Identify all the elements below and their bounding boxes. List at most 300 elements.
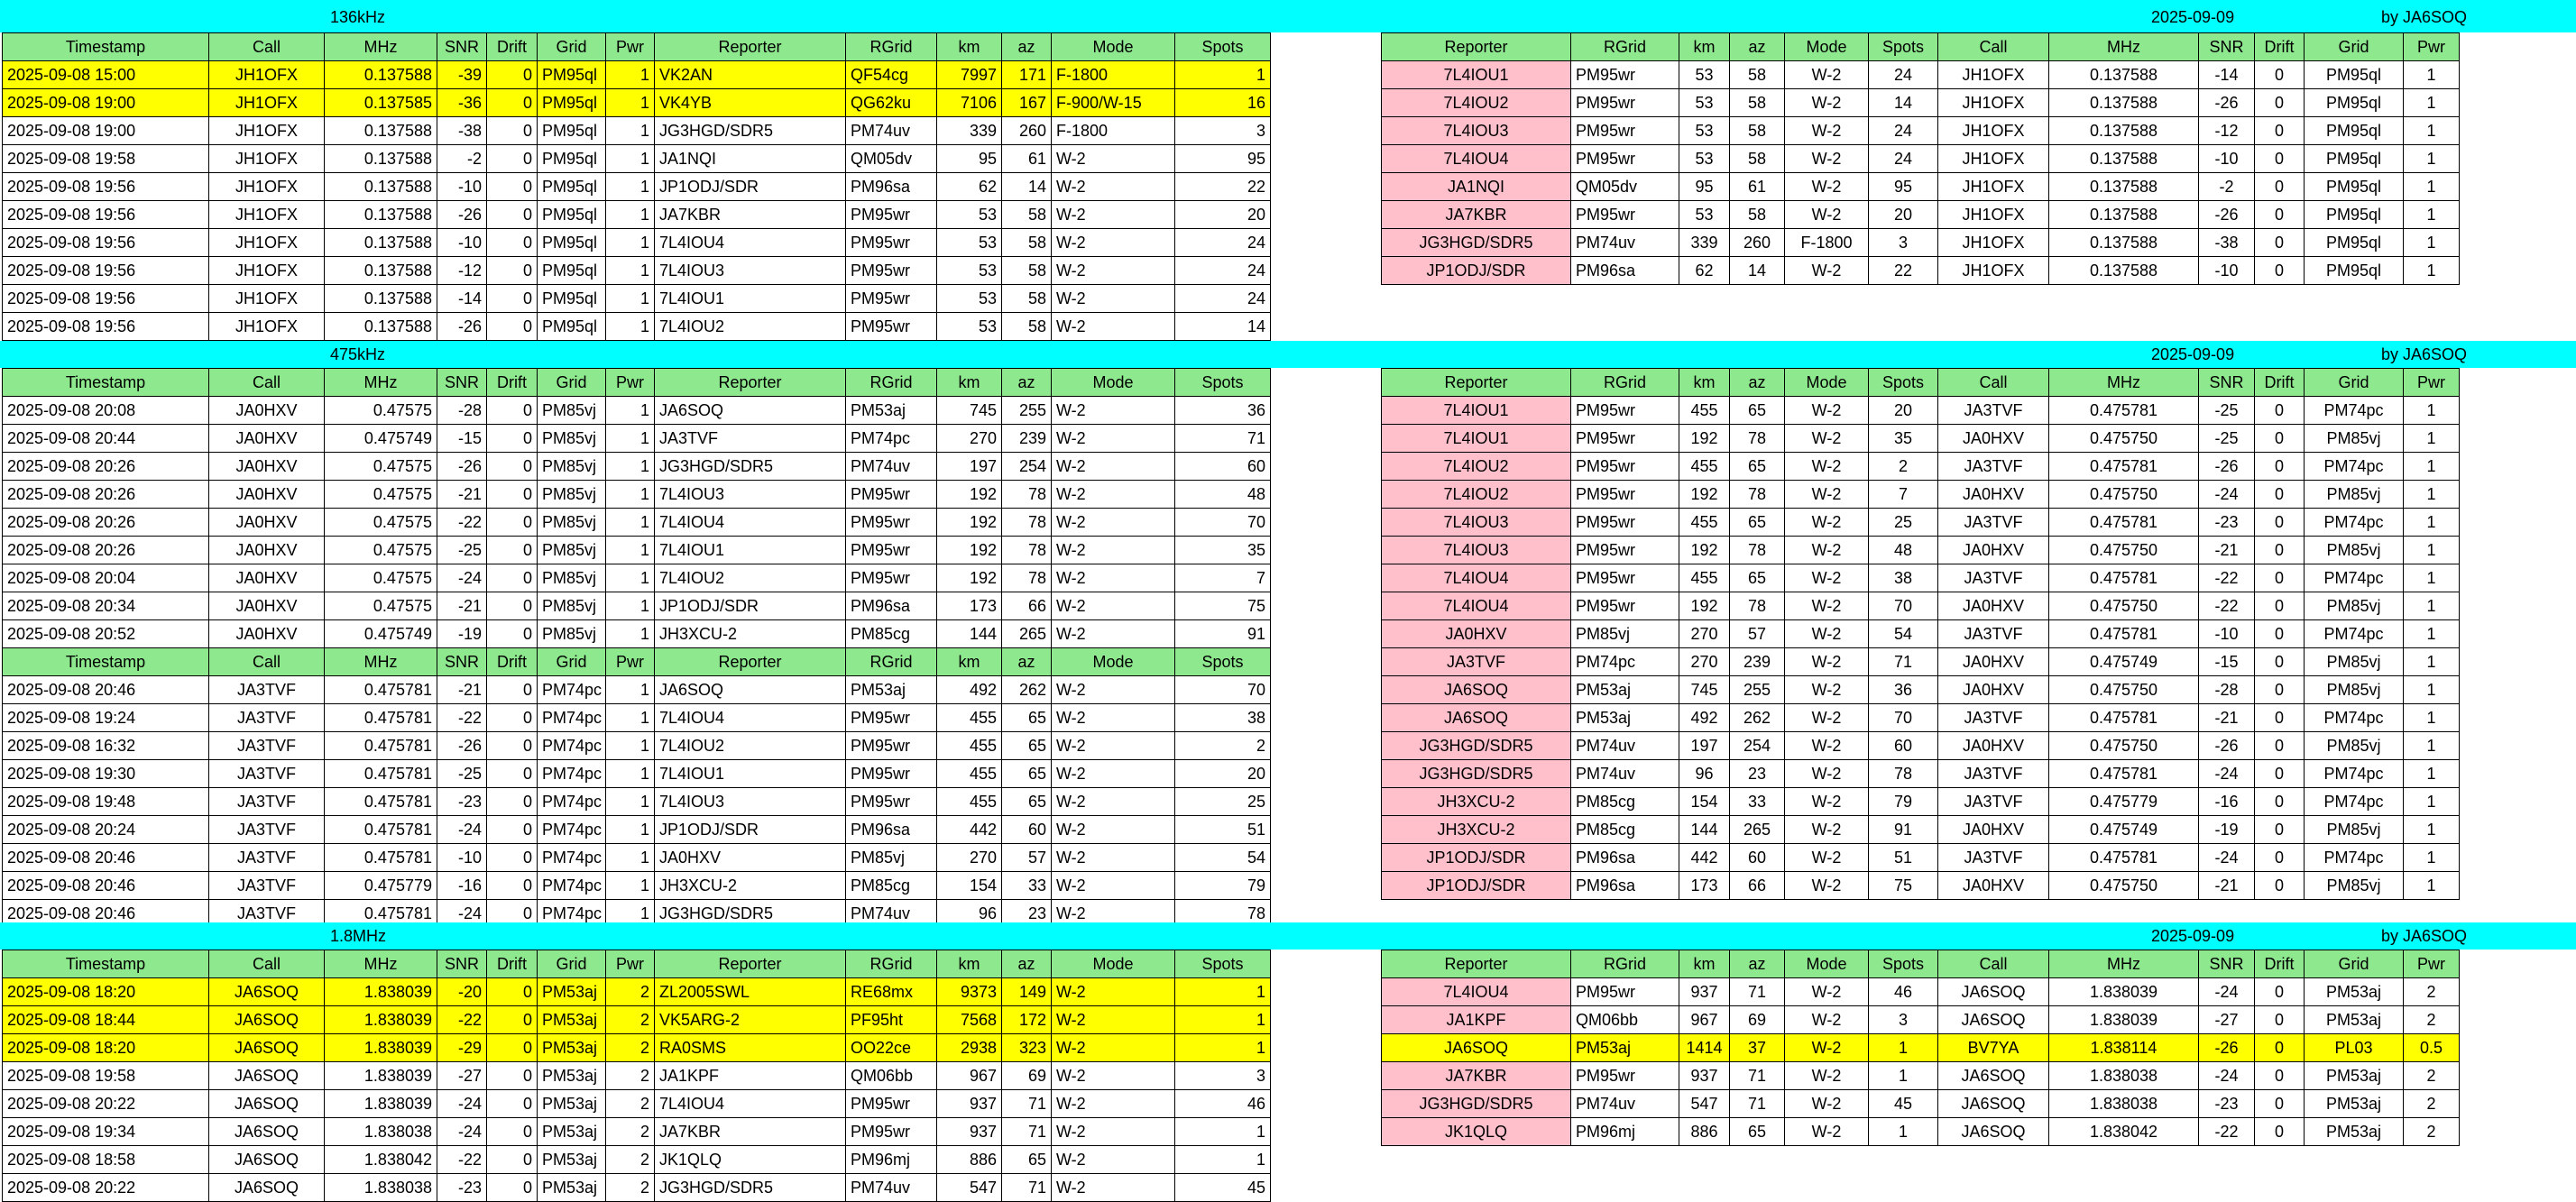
cell-spots: 60	[1869, 732, 1938, 760]
table-row	[3, 760, 1271, 788]
cell-drift: 0	[487, 844, 538, 872]
cell-mode: W-2	[1052, 173, 1175, 201]
cell-grid: PM53aj	[2305, 978, 2404, 1006]
cell-rgrid: QM05dv	[846, 145, 937, 173]
cell-snr: -2	[437, 145, 487, 173]
cell-spots: 51	[1869, 844, 1938, 872]
cell-timestamp: 2025-09-08 19:56	[3, 285, 209, 313]
cell-km: 192	[1679, 481, 1730, 509]
cell-pwr: 1	[606, 229, 655, 257]
cell-rgrid: PM85cg	[846, 872, 937, 900]
table-row	[3, 620, 1271, 648]
cell-call: JA3TVF	[209, 704, 325, 732]
table-row	[3, 257, 1271, 285]
cell-mhz: 0.137588	[325, 61, 437, 89]
cell-call: JA6SOQ	[209, 1090, 325, 1118]
cell-drift: 0	[2255, 397, 2305, 425]
cell-az: 323	[1002, 1034, 1052, 1062]
cell-call: JA3TVF	[1938, 844, 2049, 872]
cell-snr: -19	[437, 620, 487, 648]
cell-pwr: 1	[2404, 397, 2460, 425]
cell-spots: 48	[1869, 537, 1938, 564]
cell-az: 78	[1002, 537, 1052, 564]
cell-timestamp: 2025-09-08 19:56	[3, 173, 209, 201]
cell-reporter: JH3XCU-2	[1382, 816, 1571, 844]
cell-km: 192	[1679, 425, 1730, 453]
cell-km: 937	[937, 1090, 1002, 1118]
cell-timestamp: 2025-09-08 20:46	[3, 676, 209, 704]
cell-call: JH1OFX	[209, 313, 325, 341]
cell-az: 254	[1002, 453, 1052, 481]
cell-call: JA0HXV	[1938, 425, 2049, 453]
col-header-spots: Spots	[1869, 369, 1938, 397]
cell-spots: 95	[1175, 145, 1271, 173]
cell-spots: 3	[1175, 1062, 1271, 1090]
cell-mode: W-2	[1052, 816, 1175, 844]
cell-az: 60	[1730, 844, 1785, 872]
cell-pwr: 2	[2404, 1062, 2460, 1090]
cell-mhz: 0.475749	[325, 425, 437, 453]
header-row	[1382, 33, 2460, 61]
cell-grid: PM95ql	[538, 89, 606, 117]
cell-call: JH1OFX	[209, 173, 325, 201]
cell-pwr: 0.5	[2404, 1034, 2460, 1062]
cell-km: 192	[937, 537, 1002, 564]
cell-grid: PM95ql	[2305, 117, 2404, 145]
cell-az: 262	[1730, 704, 1785, 732]
cell-drift: 0	[487, 229, 538, 257]
cell-drift: 0	[487, 1062, 538, 1090]
cell-snr: -21	[2199, 704, 2255, 732]
cell-mhz: 0.475779	[325, 872, 437, 900]
cell-drift: 0	[487, 1090, 538, 1118]
cell-reporter: 7L4IOU1	[1382, 61, 1571, 89]
cell-timestamp: 2025-09-08 16:32	[3, 732, 209, 760]
cell-spots: 48	[1175, 481, 1271, 509]
cell-reporter: JG3HGD/SDR5	[655, 117, 846, 145]
cell-grid: PM53aj	[538, 1090, 606, 1118]
cell-km: 144	[937, 620, 1002, 648]
cell-snr: -15	[437, 425, 487, 453]
cell-call: JA3TVF	[1938, 453, 2049, 481]
cell-rgrid: PM96sa	[846, 592, 937, 620]
cell-pwr: 1	[2404, 872, 2460, 900]
cell-pwr: 1	[606, 564, 655, 592]
cell-timestamp: 2025-09-08 19:00	[3, 89, 209, 117]
cell-mode: W-2	[1785, 537, 1869, 564]
cell-km: 270	[937, 844, 1002, 872]
cell-rgrid: QM06bb	[1571, 1006, 1679, 1034]
cell-snr: -15	[2199, 648, 2255, 676]
cell-call: JA6SOQ	[209, 1174, 325, 1202]
col-header-grid: Grid	[538, 369, 606, 397]
cell-az: 58	[1002, 257, 1052, 285]
cell-az: 260	[1730, 229, 1785, 257]
cell-grid: PM74pc	[538, 872, 606, 900]
header-row	[3, 369, 1271, 397]
cell-spots: 75	[1869, 872, 1938, 900]
cell-grid: PM85vj	[538, 481, 606, 509]
cell-grid: PM85vj	[538, 592, 606, 620]
cell-snr: -24	[2199, 1062, 2255, 1090]
col-header-pwr: Pwr	[606, 648, 655, 676]
cell-pwr: 1	[606, 145, 655, 173]
col-header-rgrid: RGrid	[846, 369, 937, 397]
cell-az: 255	[1002, 397, 1052, 425]
cell-snr: -26	[437, 732, 487, 760]
table-row	[1382, 397, 2460, 425]
cell-mhz: 0.47575	[325, 592, 437, 620]
col-header-km: km	[1679, 33, 1730, 61]
cell-mode: W-2	[1785, 1118, 1869, 1146]
cell-az: 65	[1002, 1146, 1052, 1174]
cell-mode: W-2	[1052, 481, 1175, 509]
author-label: by JA6SOQ	[2381, 927, 2468, 945]
cell-mhz: 0.475750	[2049, 481, 2199, 509]
cell-drift: 0	[2255, 872, 2305, 900]
cell-mode: W-2	[1052, 1118, 1175, 1146]
cell-mhz: 1.838039	[325, 1034, 437, 1062]
cell-drift: 0	[487, 537, 538, 564]
cell-km: 53	[1679, 117, 1730, 145]
cell-mode: W-2	[1052, 453, 1175, 481]
cell-grid: PM95ql	[538, 173, 606, 201]
cell-pwr: 2	[2404, 1118, 2460, 1146]
cell-reporter: 7L4IOU1	[1382, 397, 1571, 425]
cell-pwr: 1	[2404, 732, 2460, 760]
cell-mhz: 0.475749	[2049, 648, 2199, 676]
col-header-spots: Spots	[1175, 33, 1271, 61]
col-header-mhz: MHz	[2049, 950, 2199, 978]
cell-call: JA3TVF	[1938, 509, 2049, 537]
cell-km: 455	[1679, 509, 1730, 537]
cell-mhz: 0.137588	[325, 117, 437, 145]
cell-rgrid: PM85cg	[1571, 816, 1679, 844]
cell-grid: PM53aj	[2305, 1118, 2404, 1146]
cell-call: JA3TVF	[209, 676, 325, 704]
cell-grid: PL03	[2305, 1034, 2404, 1062]
cell-drift: 0	[487, 1034, 538, 1062]
cell-snr: -28	[437, 397, 487, 425]
cell-rgrid: PM95wr	[1571, 425, 1679, 453]
cell-mhz: 0.475749	[2049, 816, 2199, 844]
table-row	[3, 592, 1271, 620]
cell-km: 192	[1679, 537, 1730, 564]
cell-az: 61	[1730, 173, 1785, 201]
cell-call: JA0HXV	[1938, 676, 2049, 704]
table-row	[3, 285, 1271, 313]
cell-rgrid: PM95wr	[1571, 201, 1679, 229]
cell-rgrid: PM96mj	[846, 1146, 937, 1174]
cell-reporter: JP1ODJ/SDR	[1382, 872, 1571, 900]
cell-pwr: 1	[2404, 453, 2460, 481]
cell-rgrid: PM96sa	[846, 816, 937, 844]
cell-rgrid: PM96mj	[1571, 1118, 1679, 1146]
cell-drift: 0	[487, 117, 538, 145]
cell-pwr: 1	[606, 900, 655, 928]
cell-km: 455	[937, 788, 1002, 816]
cell-reporter: 7L4IOU2	[655, 313, 846, 341]
cell-grid: PM95ql	[2305, 145, 2404, 173]
cell-reporter: JP1ODJ/SDR	[655, 173, 846, 201]
cell-km: 53	[937, 257, 1002, 285]
cell-spots: 1	[1175, 1146, 1271, 1174]
cell-reporter: JP1ODJ/SDR	[1382, 844, 1571, 872]
cell-km: 492	[1679, 704, 1730, 732]
cell-snr: -21	[2199, 537, 2255, 564]
cell-reporter: JA7KBR	[655, 201, 846, 229]
table-row	[3, 313, 1271, 341]
cell-call: JA0HXV	[209, 425, 325, 453]
cell-km: 937	[1679, 1062, 1730, 1090]
cell-mhz: 0.137588	[2049, 201, 2199, 229]
cell-rgrid: PM95wr	[846, 481, 937, 509]
cell-km: 53	[1679, 145, 1730, 173]
cell-mode: W-2	[1785, 732, 1869, 760]
cell-spots: 91	[1175, 620, 1271, 648]
cell-drift: 0	[2255, 1090, 2305, 1118]
table-row	[3, 1006, 1271, 1034]
col-header-rgrid: RGrid	[846, 648, 937, 676]
cell-snr: -20	[437, 978, 487, 1006]
col-header-rgrid: RGrid	[1571, 33, 1679, 61]
cell-rgrid: PM96sa	[1571, 844, 1679, 872]
col-header-pwr: Pwr	[2404, 33, 2460, 61]
cell-rgrid: PM95wr	[846, 1118, 937, 1146]
col-header-az: az	[1002, 369, 1052, 397]
col-header-call: Call	[1938, 33, 2049, 61]
cell-drift: 0	[2255, 89, 2305, 117]
cell-drift: 0	[2255, 704, 2305, 732]
table-row	[3, 145, 1271, 173]
cell-call: JA3TVF	[209, 760, 325, 788]
cell-spots: 24	[1869, 61, 1938, 89]
cell-reporter: 7L4IOU4	[1382, 978, 1571, 1006]
cell-mode: W-2	[1785, 397, 1869, 425]
cell-pwr: 2	[606, 978, 655, 1006]
cell-mhz: 0.475750	[2049, 872, 2199, 900]
cell-rgrid: PM53aj	[846, 676, 937, 704]
cell-reporter: JG3HGD/SDR5	[1382, 732, 1571, 760]
cell-timestamp: 2025-09-08 20:34	[3, 592, 209, 620]
cell-mhz: 0.475781	[325, 704, 437, 732]
cell-az: 71	[1730, 1090, 1785, 1118]
cell-timestamp: 2025-09-08 19:56	[3, 257, 209, 285]
cell-spots: 46	[1175, 1090, 1271, 1118]
cell-spots: 1	[1175, 1034, 1271, 1062]
cell-call: JH1OFX	[1938, 89, 2049, 117]
band-label: 136kHz	[330, 8, 386, 26]
cell-grid: PM53aj	[538, 1146, 606, 1174]
col-header-reporter: Reporter	[655, 648, 846, 676]
cell-rgrid: PM74uv	[1571, 229, 1679, 257]
cell-pwr: 2	[2404, 1090, 2460, 1118]
cell-timestamp: 2025-09-08 18:58	[3, 1146, 209, 1174]
left-table-1	[2, 368, 1271, 928]
cell-reporter: JG3HGD/SDR5	[1382, 760, 1571, 788]
cell-az: 58	[1730, 201, 1785, 229]
cell-rgrid: PM95wr	[846, 537, 937, 564]
cell-mode: W-2	[1052, 537, 1175, 564]
cell-rgrid: RE68mx	[846, 978, 937, 1006]
cell-spots: 16	[1175, 89, 1271, 117]
col-header-mode: Mode	[1052, 950, 1175, 978]
cell-az: 33	[1002, 872, 1052, 900]
table-row	[3, 816, 1271, 844]
cell-snr: -28	[2199, 676, 2255, 704]
cell-rgrid: PM95wr	[1571, 592, 1679, 620]
table-row	[1382, 648, 2460, 676]
cell-km: 173	[937, 592, 1002, 620]
cell-mhz: 1.838038	[325, 1174, 437, 1202]
cell-reporter: 7L4IOU3	[1382, 509, 1571, 537]
cell-reporter: ZL2005SWL	[655, 978, 846, 1006]
cell-km: 62	[937, 173, 1002, 201]
cell-snr: -24	[437, 1090, 487, 1118]
cell-drift: 0	[487, 788, 538, 816]
cell-reporter: JG3HGD/SDR5	[1382, 229, 1571, 257]
cell-mode: W-2	[1785, 117, 1869, 145]
cell-timestamp: 2025-09-08 20:26	[3, 453, 209, 481]
col-header-grid: Grid	[2305, 369, 2404, 397]
header-row	[3, 648, 1271, 676]
cell-mode: W-2	[1052, 201, 1175, 229]
cell-snr: -21	[2199, 872, 2255, 900]
cell-mode: W-2	[1785, 1006, 1869, 1034]
cell-spots: 14	[1869, 89, 1938, 117]
cell-drift: 0	[2255, 620, 2305, 648]
cell-drift: 0	[2255, 978, 2305, 1006]
cell-km: 455	[1679, 453, 1730, 481]
cell-call: JA6SOQ	[1938, 978, 2049, 1006]
cell-rgrid: PM95wr	[1571, 537, 1679, 564]
cell-reporter: JA0HXV	[1382, 620, 1571, 648]
cell-pwr: 1	[2404, 537, 2460, 564]
cell-snr: -24	[2199, 844, 2255, 872]
col-header-spots: Spots	[1175, 369, 1271, 397]
cell-km: 173	[1679, 872, 1730, 900]
cell-snr: -24	[437, 564, 487, 592]
cell-drift: 0	[487, 201, 538, 229]
cell-spots: 35	[1175, 537, 1271, 564]
cell-rgrid: PM95wr	[846, 760, 937, 788]
cell-mhz: 0.475750	[2049, 425, 2199, 453]
cell-call: JA3TVF	[1938, 788, 2049, 816]
cell-mhz: 0.137588	[2049, 117, 2199, 145]
cell-grid: PM95ql	[538, 229, 606, 257]
cell-call: JA3TVF	[1938, 704, 2049, 732]
cell-mhz: 0.137588	[2049, 61, 2199, 89]
cell-grid: PM95ql	[2305, 173, 2404, 201]
cell-mhz: 0.475749	[325, 620, 437, 648]
cell-snr: -22	[437, 1146, 487, 1174]
cell-grid: PM95ql	[538, 285, 606, 313]
cell-snr: -21	[437, 481, 487, 509]
table-row	[1382, 173, 2460, 201]
cell-snr: -21	[437, 676, 487, 704]
cell-km: 192	[937, 481, 1002, 509]
cell-drift: 0	[487, 145, 538, 173]
cell-pwr: 2	[2404, 1006, 2460, 1034]
cell-snr: -19	[2199, 816, 2255, 844]
col-header-reporter: Reporter	[1382, 33, 1571, 61]
cell-reporter: 7L4IOU4	[1382, 145, 1571, 173]
table-row	[3, 537, 1271, 564]
cell-pwr: 2	[606, 1146, 655, 1174]
cell-rgrid: PM95wr	[1571, 1062, 1679, 1090]
cell-az: 78	[1002, 509, 1052, 537]
cell-km: 339	[937, 117, 1002, 145]
cell-spots: 60	[1175, 453, 1271, 481]
cell-mhz: 0.475781	[325, 900, 437, 928]
col-header-az: az	[1002, 648, 1052, 676]
cell-km: 937	[937, 1118, 1002, 1146]
cell-rgrid: PM95wr	[1571, 453, 1679, 481]
cell-reporter: JA7KBR	[1382, 201, 1571, 229]
cell-km: 455	[937, 732, 1002, 760]
table-row	[1382, 872, 2460, 900]
cell-rgrid: PM74uv	[1571, 732, 1679, 760]
cell-mhz: 0.137588	[325, 285, 437, 313]
col-header-grid: Grid	[2305, 950, 2404, 978]
cell-timestamp: 2025-09-08 20:46	[3, 900, 209, 928]
cell-pwr: 1	[606, 117, 655, 145]
cell-snr: -26	[2199, 201, 2255, 229]
cell-timestamp: 2025-09-08 18:20	[3, 978, 209, 1006]
cell-az: 65	[1002, 788, 1052, 816]
cell-spots: 24	[1175, 257, 1271, 285]
cell-rgrid: PM96sa	[846, 173, 937, 201]
cell-spots: 70	[1869, 704, 1938, 732]
cell-km: 1414	[1679, 1034, 1730, 1062]
cell-mhz: 0.475781	[2049, 844, 2199, 872]
cell-call: JA6SOQ	[209, 978, 325, 1006]
cell-az: 265	[1730, 816, 1785, 844]
cell-spots: 3	[1869, 1006, 1938, 1034]
cell-timestamp: 2025-09-08 19:34	[3, 1118, 209, 1146]
cell-mode: W-2	[1785, 257, 1869, 285]
cell-mode: W-2	[1052, 285, 1175, 313]
cell-km: 455	[1679, 397, 1730, 425]
table-row	[3, 564, 1271, 592]
cell-mode: W-2	[1785, 704, 1869, 732]
cell-km: 197	[937, 453, 1002, 481]
left-table-2	[2, 950, 1271, 1202]
cell-km: 7106	[937, 89, 1002, 117]
cell-reporter: RA0SMS	[655, 1034, 846, 1062]
cell-pwr: 1	[2404, 788, 2460, 816]
cell-snr: -10	[2199, 257, 2255, 285]
cell-grid: PM95ql	[538, 201, 606, 229]
cell-pwr: 1	[2404, 704, 2460, 732]
cell-pwr: 1	[606, 592, 655, 620]
author-label: by JA6SOQ	[2381, 345, 2468, 363]
cell-spots: 54	[1175, 844, 1271, 872]
cell-snr: -27	[2199, 1006, 2255, 1034]
cell-reporter: JA6SOQ	[1382, 1034, 1571, 1062]
cell-rgrid: PM85cg	[1571, 788, 1679, 816]
cell-mhz: 0.475781	[2049, 704, 2199, 732]
cell-mhz: 0.475750	[2049, 732, 2199, 760]
cell-pwr: 2	[606, 1090, 655, 1118]
cell-grid: PM53aj	[538, 1174, 606, 1202]
cell-call: JA3TVF	[1938, 620, 2049, 648]
cell-az: 58	[1730, 117, 1785, 145]
cell-grid: PM74pc	[538, 760, 606, 788]
col-header-spots: Spots	[1175, 648, 1271, 676]
cell-drift: 0	[487, 313, 538, 341]
cell-mode: W-2	[1785, 592, 1869, 620]
